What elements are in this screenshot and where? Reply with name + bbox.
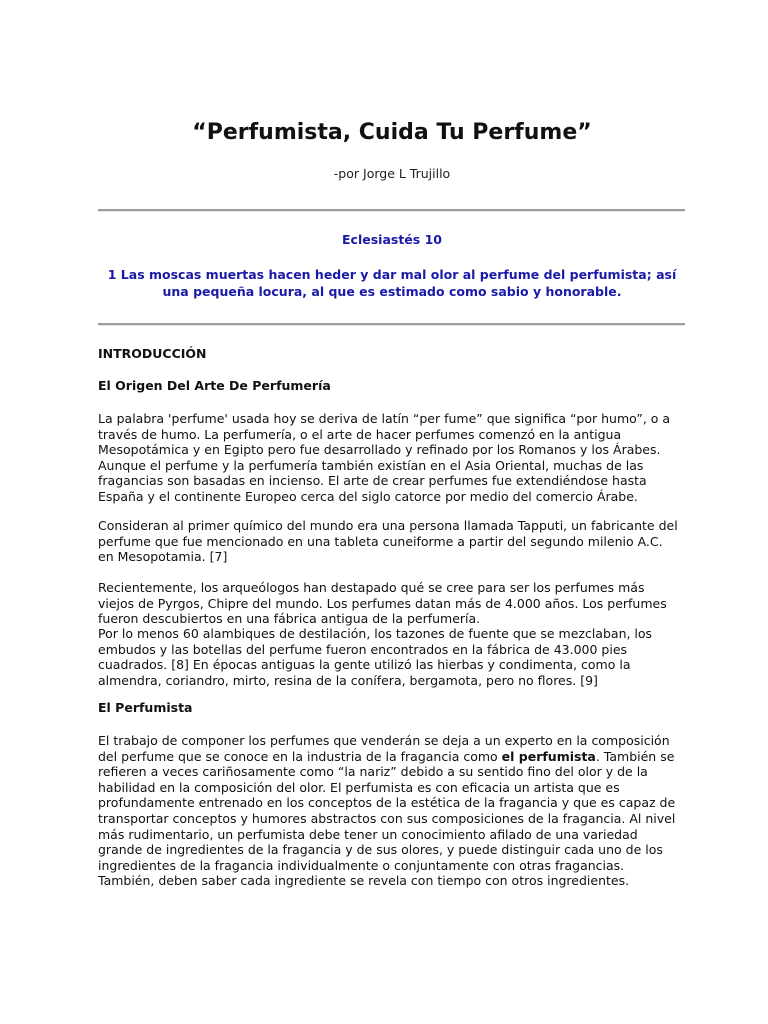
horizontal-divider-top bbox=[98, 209, 685, 212]
verse-reference: Eclesiastés 10 bbox=[342, 232, 442, 247]
text-line: fueron descubiertos en una fábrica antigua de la perfumería. bbox=[98, 611, 481, 627]
paragraph-origen-3 bbox=[98, 580, 688, 627]
text-line: El trabajo de componer los perfumes que venderán se deja a un experto en la composición bbox=[98, 733, 670, 748]
emphasis-el-perfumista: el perfumista bbox=[501, 748, 596, 764]
text-line bbox=[98, 749, 688, 765]
text-fragment: . También se bbox=[595, 748, 675, 764]
text-line: refieren a veces cariñosamente como “la nariz” debido a su sentido fino del olor y de la bbox=[98, 764, 648, 780]
document-title: “Perfumista, Cuida Tu Perfume” bbox=[192, 120, 592, 145]
author-byline: -por Jorge L Trujillo bbox=[333, 166, 451, 181]
subheading-perfumista: El Perfumista bbox=[98, 700, 193, 715]
text-line: en Mesopotamia. [7] bbox=[98, 549, 228, 565]
paragraph-perfumista bbox=[98, 733, 688, 889]
paragraph-origen-2 bbox=[98, 518, 688, 565]
text-line: Recientemente, los arqueólogos han destapado qué se cree para ser los perfumes más bbox=[98, 580, 645, 595]
subheading-origen: El Origen Del Arte De Perfumería bbox=[98, 378, 331, 393]
text-line: grande de ingredientes de la fragancia y de sus olores, y puede distinguir cada uno de los bbox=[98, 842, 663, 858]
text-line: ingredientes de la fragancia individualmente o conjuntamente con otras fragancias. bbox=[98, 857, 625, 873]
section-heading-introduccion: INTRODUCCIÓN bbox=[98, 346, 207, 361]
text-line: Por lo menos 60 alambiques de destilación, los tazones de fuente que se mezclaban, los bbox=[98, 626, 653, 641]
text-line: España y el continente Europeo cerca del siglo catorce por medio del comercio Árabe. bbox=[98, 488, 638, 504]
text-line: cuadrados. [8] En épocas antiguas la gente utilizó las hierbas y condimenta, como la bbox=[98, 657, 631, 673]
text-line: través de humo. La perfumería, o el arte de hacer perfumes comenzó en la antigua bbox=[98, 426, 622, 442]
text-line: embudos y las botellas del perfume fueron encontrados en la fábrica de 43.000 pies bbox=[98, 641, 628, 657]
text-line: transportar conceptos y humores abstractos con sus composiciones de la fragancia. Al nivel bbox=[98, 810, 676, 826]
text-line: almendra, coriandro, mirto, resina de la conífera, bergamota, pero no flores. [9] bbox=[98, 672, 598, 688]
verse-line: 1 Las moscas muertas hacen heder y dar mal olor al perfume del perfumista; así bbox=[107, 267, 677, 282]
text-line: viejos de Pyrgos, Chipre del mundo. Los perfumes datan más de 4.000 años. Los perfumes bbox=[98, 595, 667, 611]
verse-quote bbox=[98, 266, 686, 300]
text-line: perfume que fue mencionado en una tableta cuneiforme a partir del segundo milenio A.C. bbox=[98, 533, 663, 549]
horizontal-divider-bottom bbox=[98, 323, 685, 326]
verse-line: una pequeña locura, al que es estimado como sabio y honorable. bbox=[162, 284, 622, 299]
text-line: más rudimentario, un perfumista debe tener un conocimiento afilado de una variedad bbox=[98, 826, 638, 842]
paragraph-origen-4 bbox=[98, 626, 688, 688]
text-line: profundamente entrenado en los conceptos de la estética de la fragancia y que es capaz de bbox=[98, 795, 676, 811]
paragraph-origen-1 bbox=[98, 411, 688, 505]
text-line: La palabra 'perfume' usada hoy se deriva de latín “per fume” que significa “por humo”, o a bbox=[98, 411, 671, 426]
text-line: Mesopotámica y en Egipto pero fue desarrollado y refinado por los Romanos y los Árabes. bbox=[98, 442, 661, 458]
text-line: Consideran al primer químico del mundo era una persona llamada Tapputi, un fabricante del bbox=[98, 518, 678, 533]
text-fragment: del perfume que se conoce en la industria de la fragancia como bbox=[98, 748, 502, 764]
text-line: habilidad en la composición del olor. El perfumista es con eficacia un artista que es bbox=[98, 779, 620, 795]
text-line: Aunque el perfume y la perfumería también existían en el Asia Oriental, muchas de las bbox=[98, 457, 644, 473]
text-line: fragancias son basadas en incienso. El arte de crear perfumes fue extendiéndose hasta bbox=[98, 473, 647, 489]
text-line: También, deben saber cada ingrediente se revela con tiempo con otros ingredientes. bbox=[98, 873, 630, 889]
